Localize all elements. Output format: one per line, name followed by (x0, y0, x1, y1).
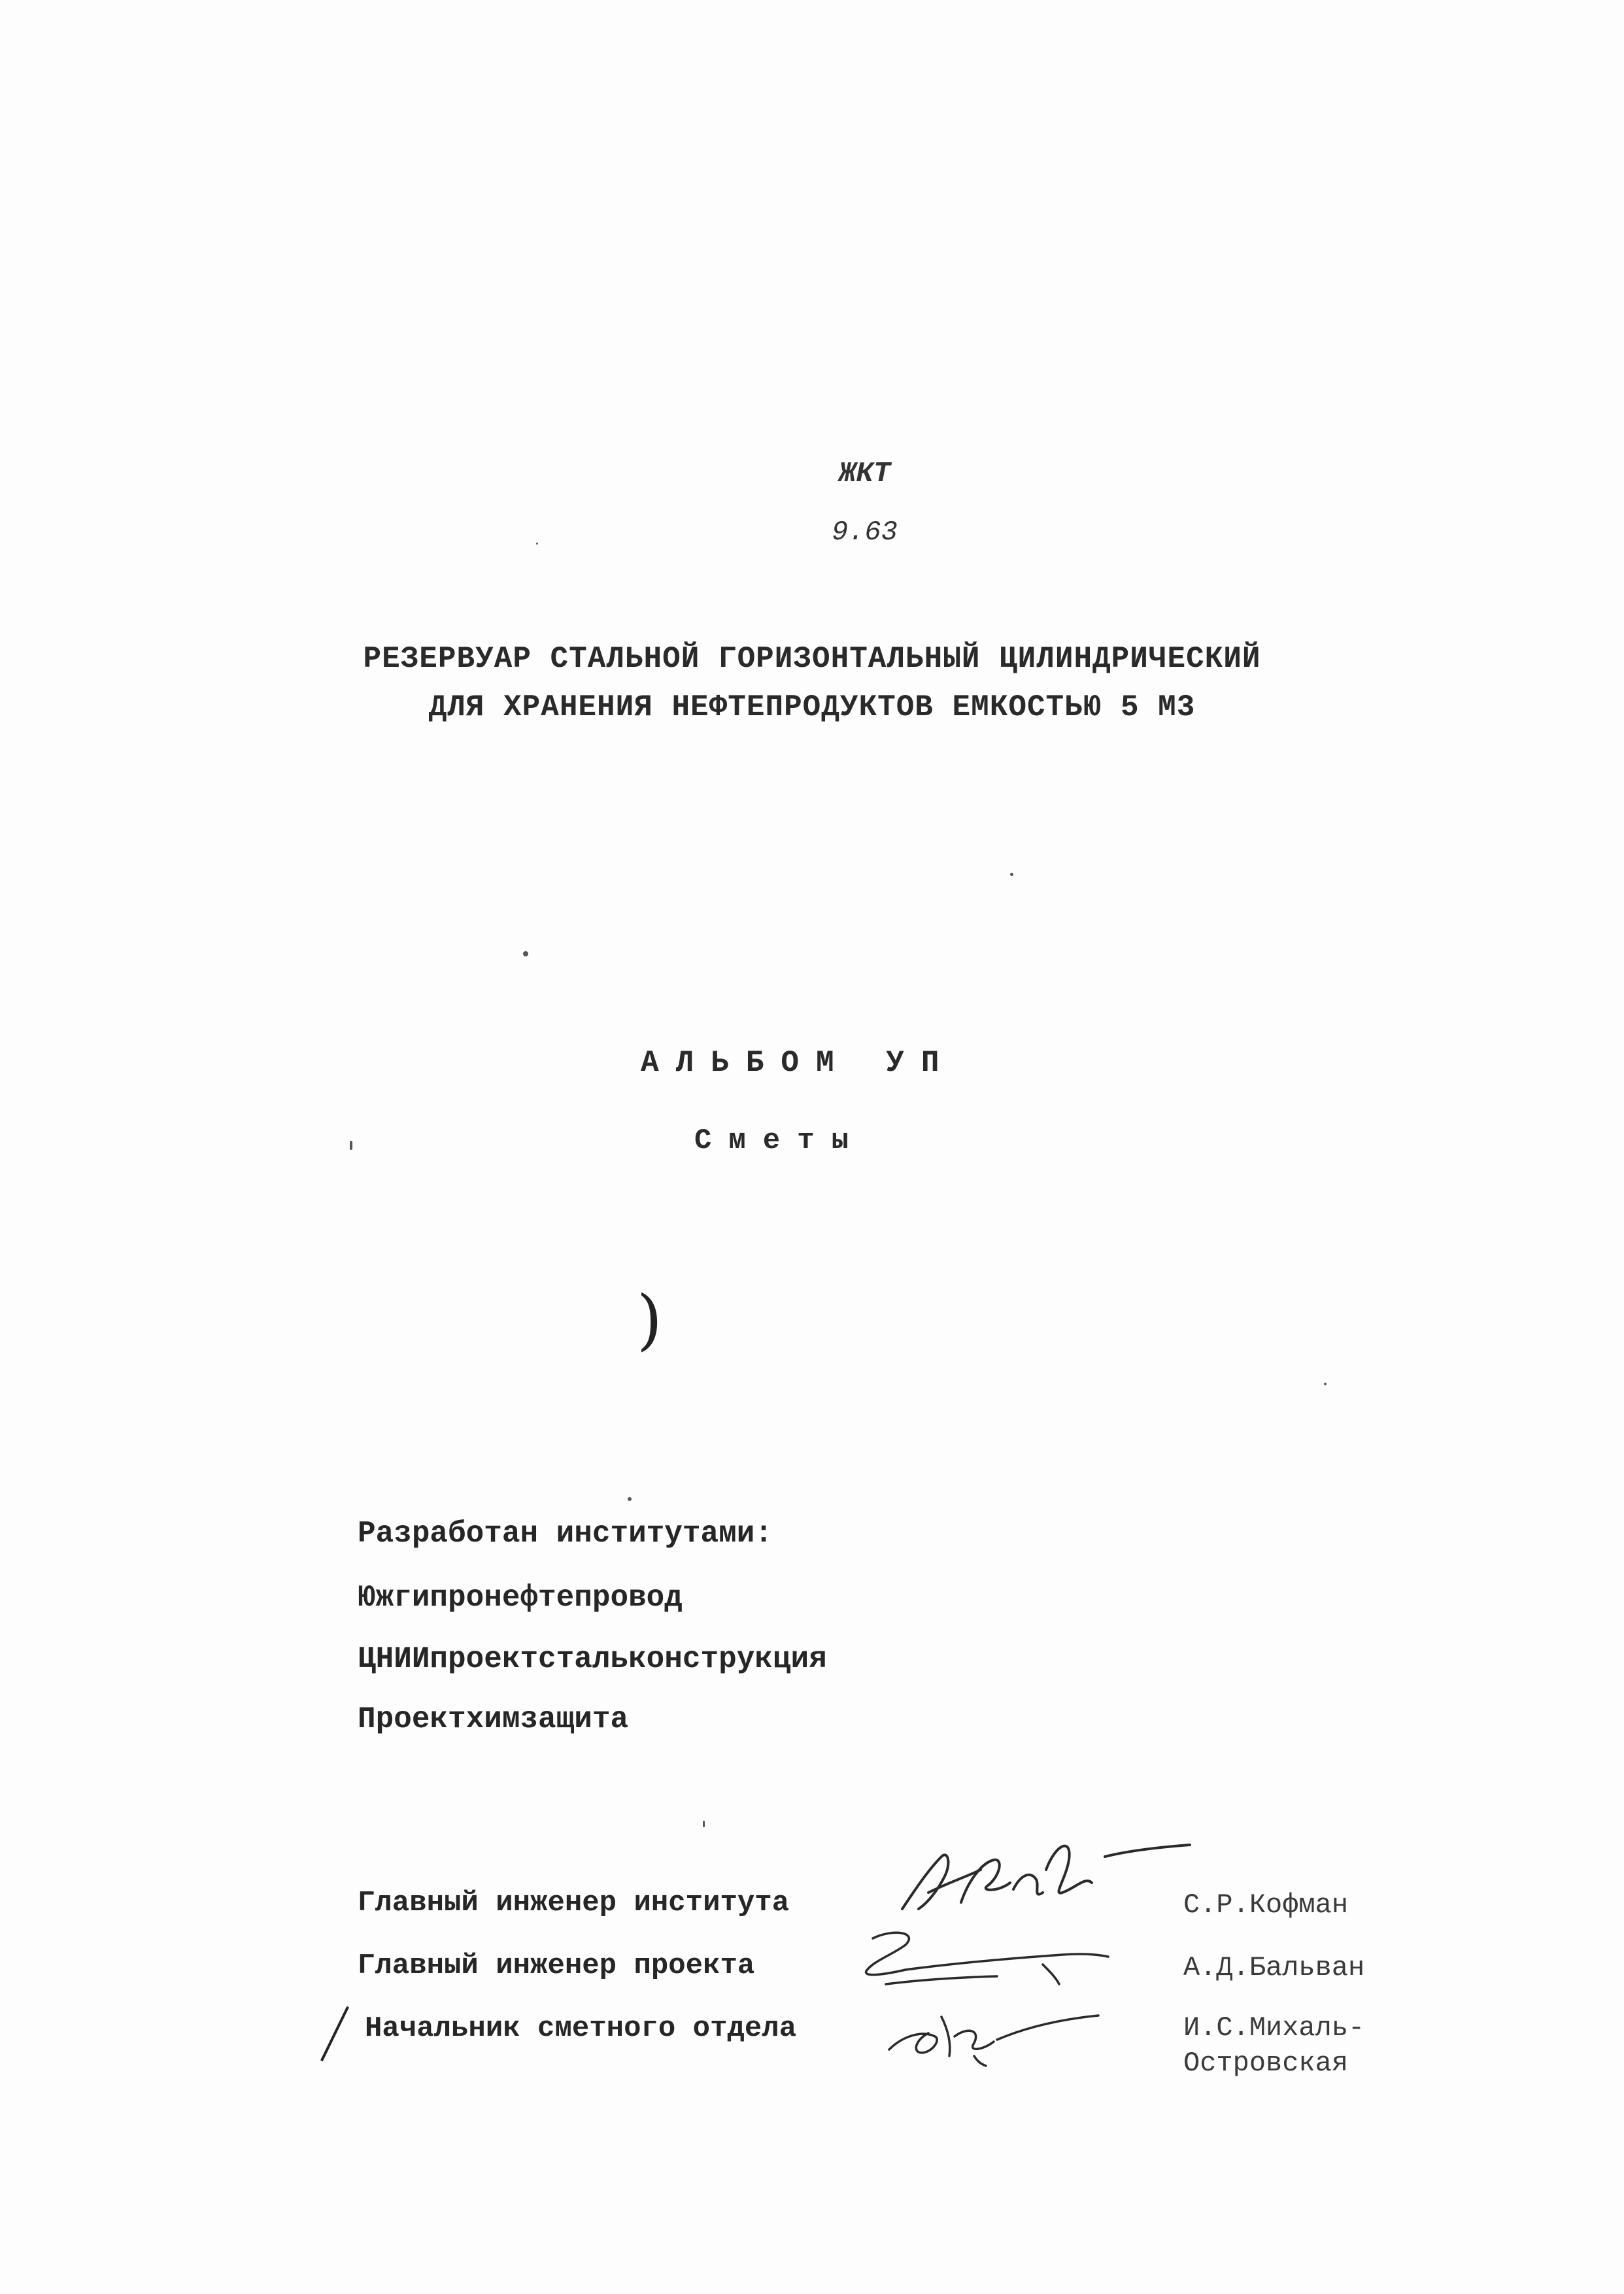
developed-by-label: Разработан институтами: (358, 1517, 773, 1551)
signature-1 (889, 1830, 1196, 1929)
scan-speck (536, 543, 538, 545)
scan-speck (350, 1141, 352, 1150)
scan-speck (1010, 873, 1013, 876)
signatory-role: Главный инженер института (358, 1887, 790, 1919)
document-number: 9.63 (832, 516, 898, 548)
album-label: АЛЬБОМ УП (641, 1046, 956, 1080)
signature-2 (847, 1919, 1121, 1991)
handwritten-bracket-mark: ) (637, 1281, 663, 1358)
scan-speck (1324, 1383, 1327, 1385)
institute-name: Южгипронефтепровод (358, 1581, 683, 1615)
signatory-name: А.Д.Бальван (1183, 1952, 1365, 1983)
signatory-name: И.С.Михаль- (1183, 2012, 1365, 2044)
signatory-role: Главный инженер проекта (358, 1949, 755, 1982)
signatory-name: С.Р.Кофман (1183, 1889, 1349, 1921)
document-title-line-1: РЕЗЕРВУАР СТАЛЬНОЙ ГОРИЗОНТАЛЬНЫЙ ЦИЛИНДРИЧЕСКИЙ (363, 642, 1261, 676)
institute-name: Проектхимзащита (358, 1702, 629, 1736)
signature-3 (876, 1991, 1111, 2069)
handwritten-slash-mark (320, 2006, 349, 2061)
scan-speck (628, 1497, 632, 1501)
scan-speck (703, 1821, 705, 1827)
document-code: ЖКТ (839, 458, 891, 490)
signatory-role: Начальник сметного отдела (365, 2012, 797, 2045)
scan-speck (523, 951, 528, 956)
signatory-name-continuation: Островская (1183, 2048, 1349, 2079)
album-section: Сметы (694, 1124, 866, 1157)
institute-name: ЦНИИпроектстальконструкция (358, 1642, 827, 1676)
document-title-line-2: ДЛЯ ХРАНЕНИЯ НЕФТЕПРОДУКТОВ ЕМКОСТЬЮ 5 М3 (428, 690, 1196, 724)
